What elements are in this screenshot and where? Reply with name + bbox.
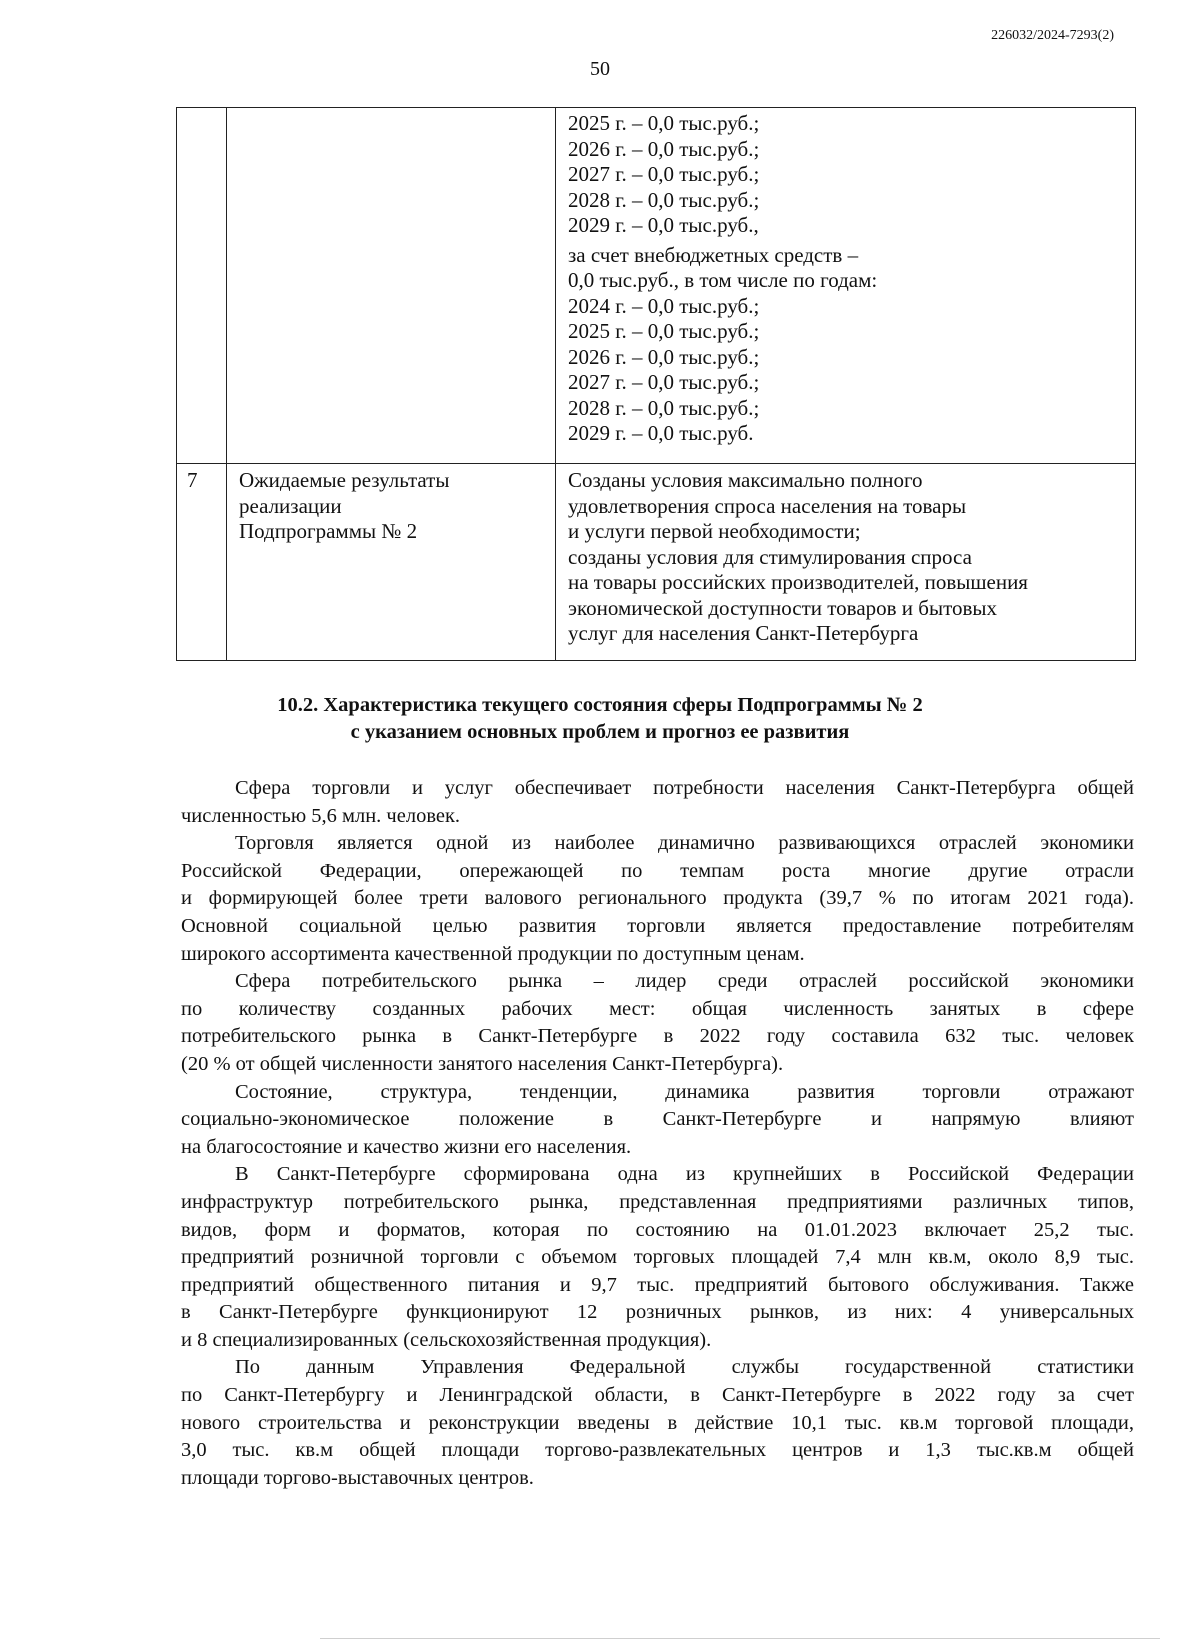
funding-line: 2026 г. – 0,0 тыс.руб.; xyxy=(568,136,760,161)
table-cell-number xyxy=(177,108,227,464)
section-heading-line: с указанием основных проблем и прогноз ее развития xyxy=(350,721,850,743)
paragraph-line: площади торгово-выставочных центров. xyxy=(181,1466,534,1489)
paragraph-line: Российской Федерации, опережающей по темпам роста многие другие отрасли xyxy=(181,859,1134,882)
funding-line: 2025 г. – 0,0 тыс.руб.; xyxy=(568,319,760,343)
paragraph-line: широкого ассортимента качественной продукции по доступным ценам. xyxy=(181,942,805,965)
row-value-line: услуг для населения Санкт-Петербурга xyxy=(568,621,919,645)
section-body xyxy=(181,775,1134,1492)
table-cell-number xyxy=(177,464,227,661)
table-cell-label xyxy=(227,108,556,464)
body-paragraph xyxy=(181,775,1134,830)
paragraph-line: потребительского рынка в Санкт-Петербурге в 2022 году составила 632 тыс. человек xyxy=(181,1025,1134,1048)
table-row xyxy=(177,108,1136,464)
paragraph-line: инфраструктур потребительского рынка, представленная предприятиями различных типов, xyxy=(181,1190,1134,1213)
paragraph-line: По данным Управления Федеральной службы государственной статистики xyxy=(235,1356,1134,1379)
funding-line: 0,0 тыс.руб., в том числе по годам: xyxy=(568,268,878,292)
page-number: 50 xyxy=(590,58,610,80)
passport-table xyxy=(176,107,1136,661)
paragraph-line: предприятий розничной торговли с объемом торговых площадей 7,4 млн кв.м, около 8,9 тыс. xyxy=(181,1246,1134,1269)
body-paragraph xyxy=(181,830,1134,968)
paragraph-line: Сфера потребительского рынка – лидер среди отраслей российской экономики xyxy=(235,970,1134,993)
row-label-line: реализации xyxy=(239,493,342,518)
document-number: 226032/2024-7293(2) xyxy=(991,28,1114,43)
funding-line: 2027 г. – 0,0 тыс.руб.; xyxy=(568,370,760,394)
paragraph-line: (20 % от общей численности занятого населения Санкт-Петербурга). xyxy=(181,1052,784,1075)
paragraph-line: 3,0 тыс. кв.м общей площади торгово-развлекательных центров и 1,3 тыс.кв.м общей xyxy=(181,1439,1134,1462)
paragraph-line: на благосостояние и качество жизни его населения. xyxy=(181,1135,632,1158)
paragraph-line: Торговля является одной из наиболее динамично развивающихся отраслей экономики xyxy=(235,832,1134,855)
body-paragraph xyxy=(181,1161,1134,1354)
paragraph-line: видов, форм и форматов, которая по состоянию на 01.01.2023 включает 25,2 тыс. xyxy=(181,1218,1134,1241)
section-heading-line: 10.2. Характеристика текущего состояния сферы Подпрограммы № 2 xyxy=(277,694,923,716)
table-cell-value xyxy=(556,464,1136,661)
paragraph-line: и формирующей более трети валового регионального продукта (39,7 % по итогам 2021 года). xyxy=(181,887,1134,910)
body-paragraph xyxy=(181,1079,1134,1162)
funding-line: 2028 г. – 0,0 тыс.руб.; xyxy=(568,187,760,212)
paragraph-line: предприятий общественного питания и 9,7 тыс. предприятий бытового обслуживания. Также xyxy=(181,1273,1134,1296)
paragraph-line: в Санкт-Петербурге функционируют 12 розничных рынков, из них: 4 универсальных xyxy=(181,1301,1134,1324)
funding-line: 2028 г. – 0,0 тыс.руб.; xyxy=(568,395,760,420)
row-value-line: на товары российских производителей, повышения xyxy=(568,570,1028,594)
row-value-line: созданы условия для стимулирования спроса xyxy=(568,544,972,569)
funding-line: 2026 г. – 0,0 тыс.руб.; xyxy=(568,344,760,369)
funding-line: 2024 г. – 0,0 тыс.руб.; xyxy=(568,293,760,318)
funding-line: 2025 г. – 0,0 тыс.руб.; xyxy=(568,111,760,135)
paragraph-line: численностью 5,6 млн. человек. xyxy=(181,804,461,827)
table-cell-label xyxy=(227,464,556,661)
table-row xyxy=(177,464,1136,661)
row-value-line: и услуги первой необходимости; xyxy=(568,519,861,543)
funding-line: 2027 г. – 0,0 тыс.руб.; xyxy=(568,162,760,186)
funding-line: 2029 г. – 0,0 тыс.руб., xyxy=(568,213,759,237)
paragraph-line: и 8 специализированных (сельскохозяйственная продукция). xyxy=(181,1328,712,1351)
paragraph-line: нового строительства и реконструкции введены в действие 10,1 тыс. кв.м торговой площади, xyxy=(181,1411,1134,1434)
row-number: 7 xyxy=(187,468,198,492)
paragraph-line: Состояние, структура, тенденции, динамика развития торговли отражают xyxy=(235,1080,1134,1103)
paragraph-line: В Санкт-Петербурге сформирована одна из крупнейших в Российской Федерации xyxy=(235,1163,1134,1186)
funding-line: за счет внебюджетных средств – xyxy=(568,242,859,267)
paragraph-line: Основной социальной целью развития торговли является предоставление потребителям xyxy=(181,914,1134,937)
body-paragraph xyxy=(181,1354,1134,1492)
section-heading xyxy=(0,692,1200,746)
paragraph-line: Сфера торговли и услуг обеспечивает потребности населения Санкт-Петербурга общей xyxy=(235,777,1134,799)
funding-line: 2029 г. – 0,0 тыс.руб. xyxy=(568,421,754,445)
table-cell-value xyxy=(556,108,1136,464)
body-paragraph xyxy=(181,968,1134,1078)
paragraph-line: по Санкт-Петербургу и Ленинградской области, в Санкт-Петербурге в 2022 году за счет xyxy=(181,1384,1134,1407)
row-value-line: Созданы условия максимально полного xyxy=(568,468,923,492)
row-label-line: Ожидаемые результаты xyxy=(239,468,450,492)
row-value-line: экономической доступности товаров и бытовых xyxy=(568,595,998,620)
row-label-line: Подпрограммы № 2 xyxy=(239,519,418,543)
row-value-line: удовлетворения спроса населения на товары xyxy=(568,493,967,518)
paragraph-line: социально-экономическое положение в Санкт-Петербурге и напрямую влияют xyxy=(181,1108,1134,1131)
page-bottom-line xyxy=(320,1638,1160,1639)
paragraph-line: по количеству созданных рабочих мест: общая численность занятых в сфере xyxy=(181,997,1134,1020)
